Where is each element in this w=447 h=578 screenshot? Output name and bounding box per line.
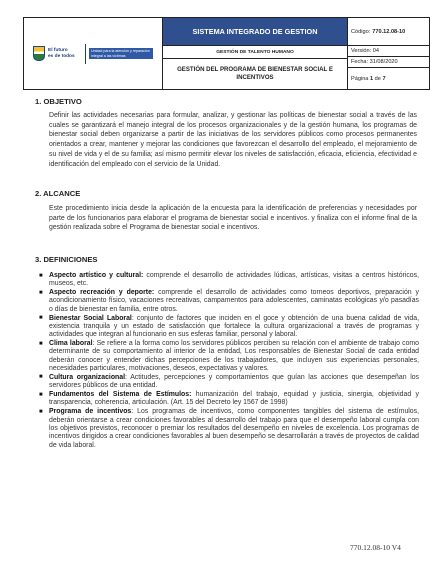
section-title-objetivo: 1. OBJETIVO (35, 97, 82, 106)
document-code: Código: 770.12.08-10 (348, 18, 429, 46)
document-title: GESTIÓN DEL PROGRAMA DE BIENESTAR SOCIAL E INCENTIVOS (177, 66, 333, 81)
section-title-definiciones: 3. DEFINICIONES (35, 255, 98, 264)
definition-term: Aspecto artístico y cultural: (49, 272, 144, 279)
definition-item: ■ Clima laboral: Se refiere a la forma como los servidores públicos perciben su relación con el ambiente de trabajo como determinante de su comportamiento al interior de la entidad, Los responsables de Bienestar Social de cada entidad deberán conocer y entender dichas percepciones de los trabajadores, que incluyen sus experiencias personales, necesidades particulares, motivaciones, deseos, expectativas y valores. (49, 340, 419, 373)
system-title: SISTEMA INTEGRADO DE GESTION (163, 18, 347, 46)
definitions-list (49, 272, 419, 450)
definition-term: Fundamentos del Sistema de Estímulos: (49, 391, 192, 399)
institution-logo (33, 44, 153, 64)
section-title-alcance: 2. ALCANCE (35, 189, 81, 198)
header-title-cell (163, 18, 348, 89)
definition-term: Cultura organizacional (49, 373, 126, 381)
definition-term: Aspecto recreación y deporte: (49, 289, 155, 297)
logo-divider (85, 44, 86, 64)
alcance-paragraph: Este procedimiento inicia desde la aplicación de la encuesta para la identificación de preferencias y necesidades por parte de los funcionarios para elaborar el programa de bienestar social e incentivos. y finaliza con el informe final de la gestión realizada sobre el Programa de bienestar social e incentivos. (49, 205, 417, 232)
document-version: Versión: 04 (348, 46, 429, 57)
definition-item: ■ Fundamentos del Sistema de Estímulos: humanización del trabajo, equidad y justicia, sinergia, objetividad y transparencia, coherencia, articulación. (Art. 15 del Decreto ley 1567 de 1998) (49, 391, 419, 408)
footer-document-code: 770.12.08-10 V4 (350, 543, 401, 552)
definition-item: ■ Aspecto artístico y cultural: comprende el desarrollo de actividades lúdicas, artísticas, visitas a centros históricos, museos, etc. (49, 272, 419, 289)
definition-item: ■ Programa de incentivos: Los programas de incentivos, como componentes tangibles del sistema de estímulos, deberán orientarse a crear condiciones favorables al desarrollo del trabajo para que el desempeño laboral cumpla con los objetivos previstos, reconocer o premiar los resultados del desempeño en niveles de excelencia. Los programas de incentivos dirigidos a crear condiciones favorables al buen desempeño se desarrollarán a través de proyectos de calidad de vida laboral. (49, 408, 419, 449)
logo-motto: El futuro es de todos (48, 47, 75, 59)
definition-item: ■ Aspecto recreación y deporte: comprende el desarrollo de actividades como torneos deportivos, preparación y acondicionamiento físico, vacaciones recreativas, campamentos para adolescentes, caminatas ecológicas y/o pasadías o días de bienestar en familia, entre otros. (49, 289, 419, 314)
coat-of-arms-icon (33, 46, 45, 61)
page-number: Página 1 de 7 (351, 75, 386, 82)
document-header (23, 17, 430, 90)
definition-term: Programa de incentivos (49, 408, 132, 416)
header-meta-cell (348, 18, 429, 89)
definition-term: Bienestar Social Laboral (49, 314, 132, 322)
department-name: GESTIÓN DE TALENTO HUMANO (163, 46, 347, 59)
objetivo-paragraph: Definir las actividades necesarias para formular, analizar, y gestionar las políticas de bienestar social a través de las cuales se garantizará el manejo integral de los procesos organizacionales y de la gestión humana, los programas de bienestar social deben organizarse a partir de las iniciativas de los servidores públicos como procesos permanentes orientados a crear, mantener y mejorar las condiciones que favorezcan el desarrollo del empleado, el mejoramiento de su nivel de vida y el de su familia; así mismo permitir elevar los niveles de satisfacción, eficacia, eficiencia, efectividad e identificación del empleado con el servicio de la Unidad. (49, 112, 417, 168)
header-logo-cell (24, 18, 163, 89)
logo-tagline: Unidad para la atención y reparación integral a las víctimas (89, 48, 153, 59)
document-date: Fecha: 31/08/2020 (348, 57, 429, 68)
definition-item: ■ Bienestar Social Laboral: conjunto de factores que inciden en el goce y obtención de una buena calidad de vida, existencia tranquila y un estado de satisfacción que fortalece la cultura organizacional a través de programas y actividades que integran al funcionario en sus esferas familiar, personal y laboral. (49, 315, 419, 340)
definition-item: ■ Cultura organizacional: Actitudes, percepciones y comportamientos que guían las acciones que desempeñan los servidores públicos de una entidad. (49, 374, 419, 391)
definition-term: Clima laboral (49, 340, 93, 348)
